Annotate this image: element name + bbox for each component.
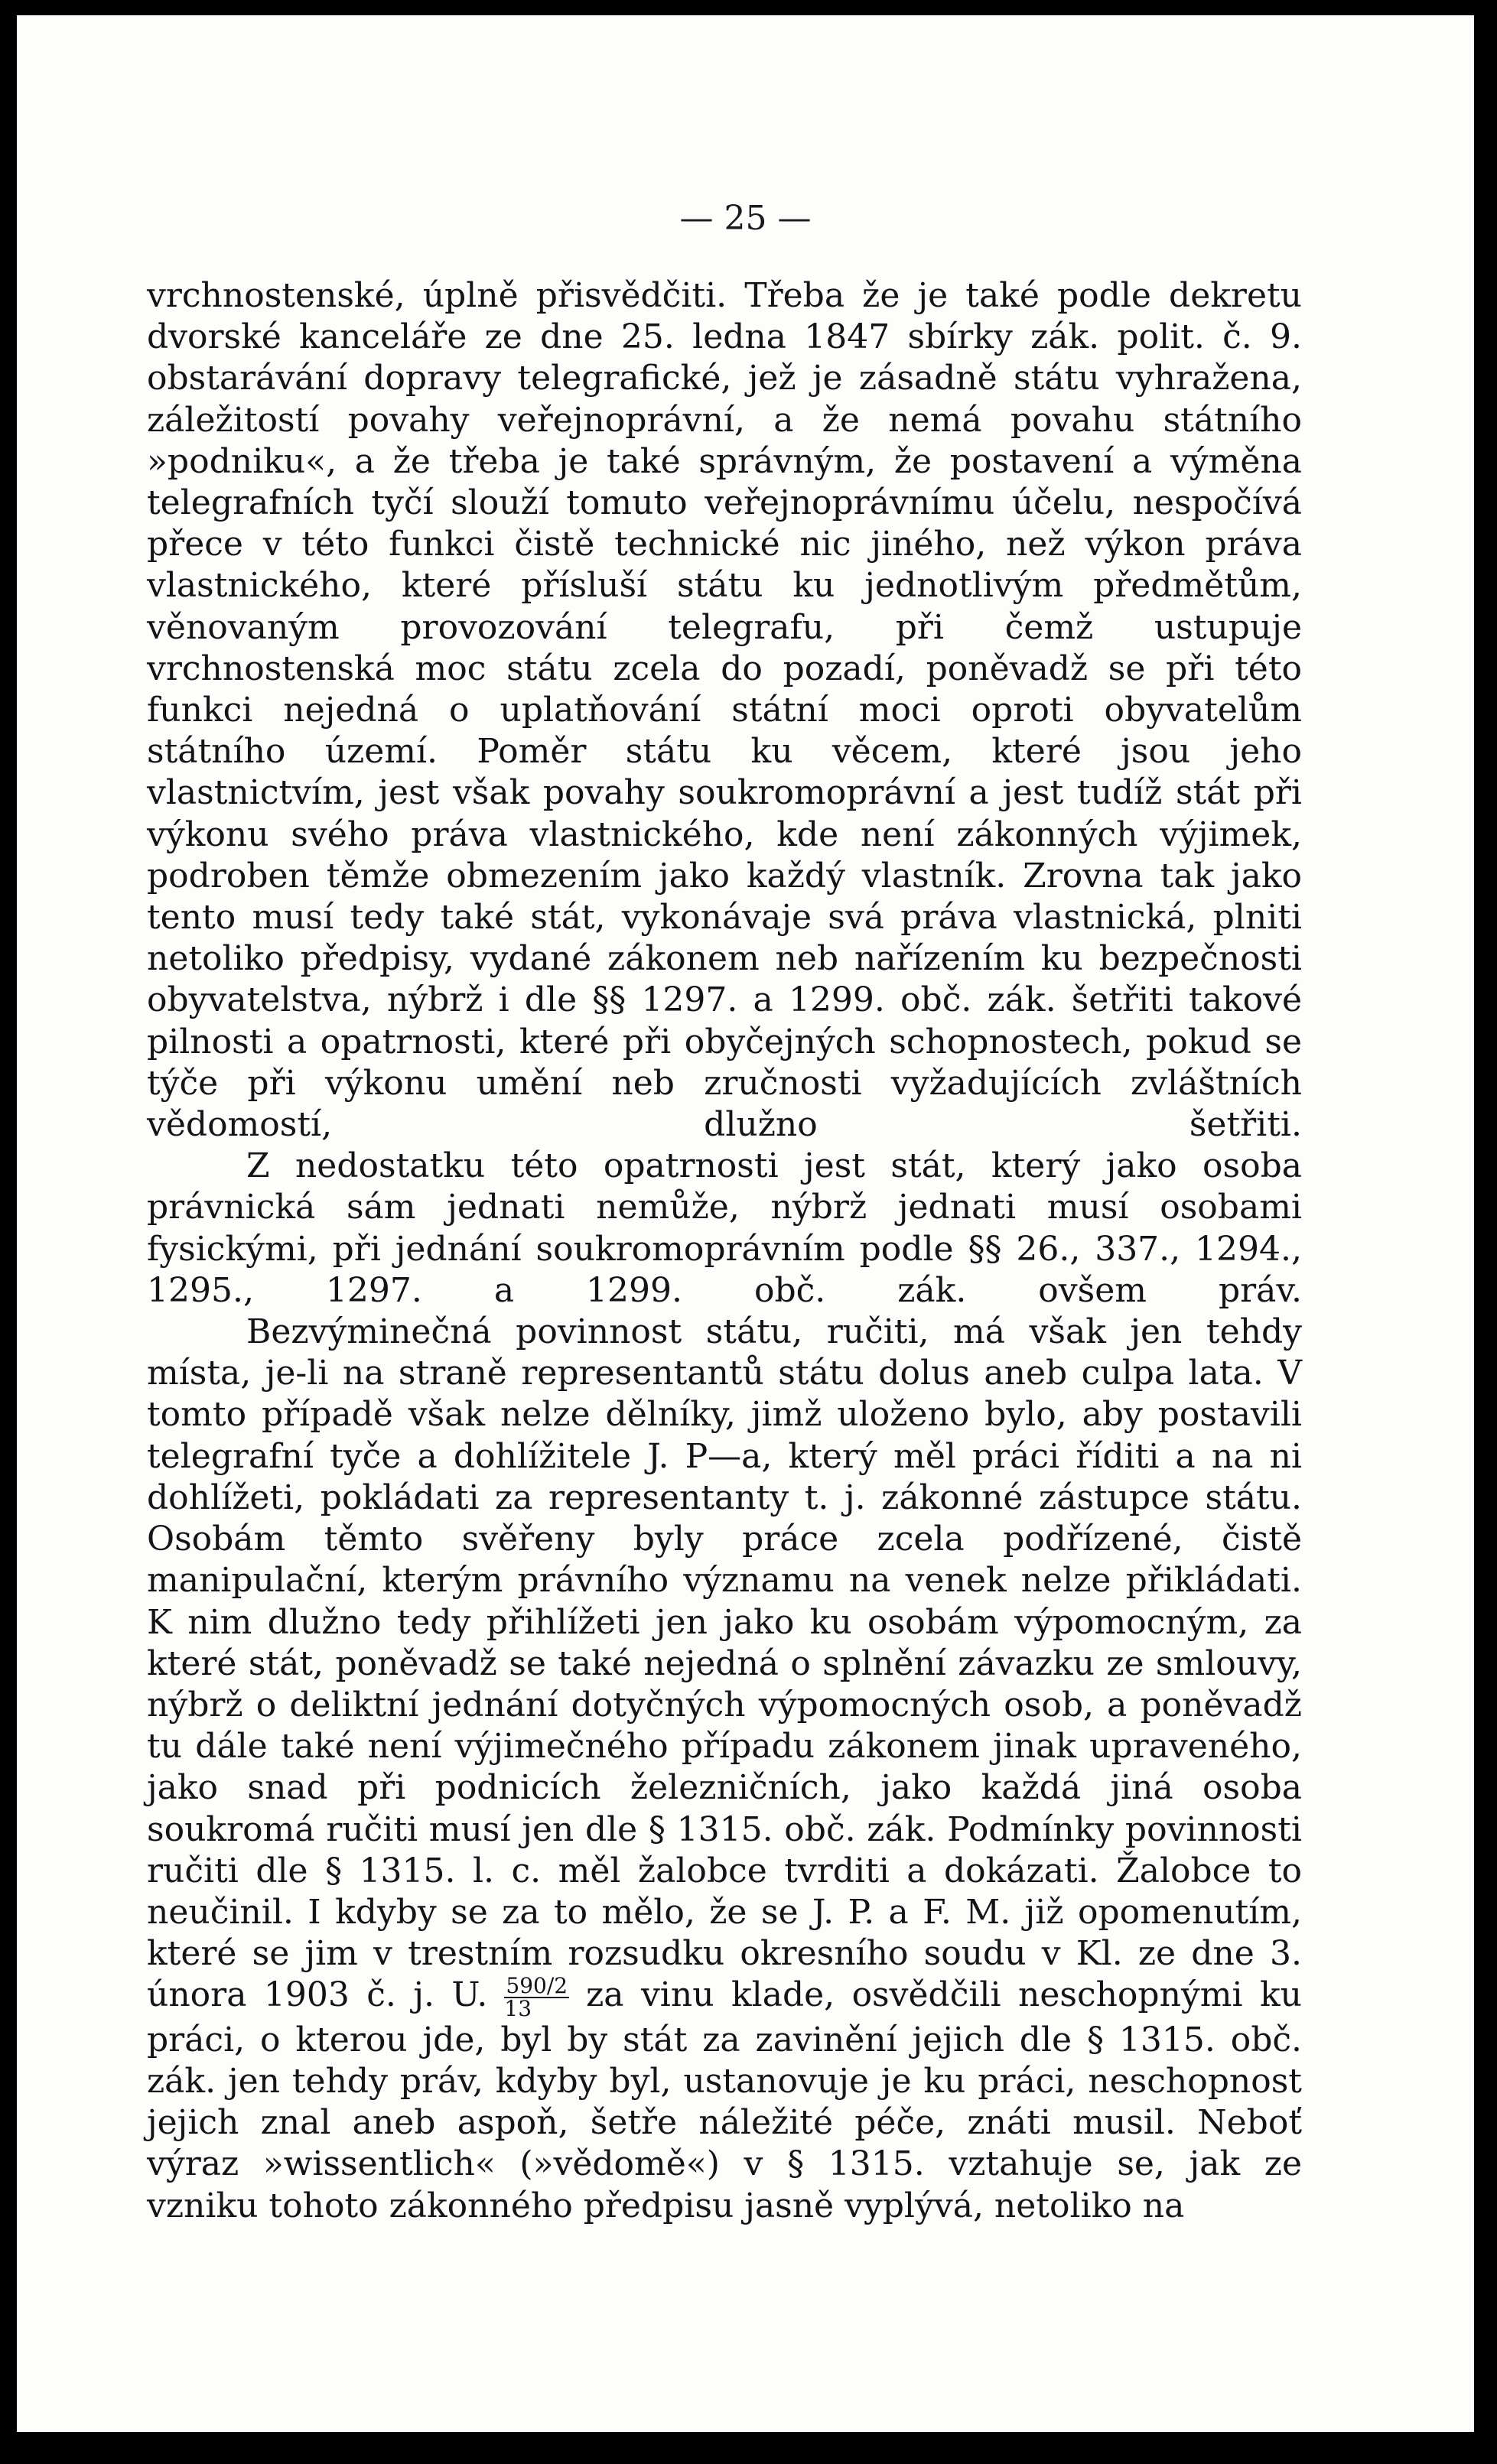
fraction-numerator: 590/2 xyxy=(506,1972,568,1998)
body-text xyxy=(147,275,1302,2227)
document-page xyxy=(17,15,1474,2432)
case-number-fraction xyxy=(504,1972,569,2021)
page-number: — 25 — xyxy=(679,199,812,238)
paragraph-3-continuation: za vinu klade, osvědčili neschopnými ku práci, o kterou jde, byl by stát za zavinění jejich dle § 1315. obč. zák. jen tehdy práv, kdyby byl, ustanovuje je ku práci, neschopnost jejich znal aneb aspoň, šetře náležité péče, znáti musil. Neboť výraz »wissentlich« (»vědomě«) v § 1315. vztahuje se, jak ze vzniku tohoto zákonného předpisu jasně vyplývá, netoliko na xyxy=(147,1975,1302,2225)
paragraph-3 xyxy=(147,1312,1302,2227)
fraction-denominator: 13 xyxy=(504,1995,532,2021)
paragraph-1: vrchnostenské, úplně přisvědčiti. Třeba že je také podle dekretu dvorské kanceláře ze dne 25. ledna 1847 sbírky zák. polit. č. 9. obstarávání dopravy telegrafické, jež je zásadně státu vyhražena, záležitostí povahy veřejnoprávní, a že nemá povahu státního »podniku«, a že třeba je také správným, že postavení a výměna telegrafních tyčí slouží tomuto veřejnoprávnímu účelu, nespočívá přece v této funkci čistě technické nic jiného, než výkon práva vlastnického, které přísluší státu ku jednotlivým předmětům, věnovaným provozování telegrafu, při čemž ustupuje vrchnostenská moc státu zcela do pozadí, poněvadž se při této funkci nejedná o uplatňování státní moci oproti obyvatelům státního území. Poměr státu ku věcem, které jsou jeho vlastnictvím, jest však povahy soukromoprávní a jest tudíž stát při výkonu svého práva vlastnického, kde není zákonných výjimek, podroben těmže obmezením jako každý vlastník. Zrovna tak jako tento musí tedy také stát, vykonávaje svá práva vlastnická, plniti netoliko předpisy, vydané zákonem neb nařízením ku bezpečnosti obyvatelstva, nýbrž i dle §§ 1297. a 1299. obč. zák. šetřiti takové pilnosti a opatrnosti, které při obyčejných schopnostech, pokud se týče při výkonu umění neb zručnosti vyžadujících zvláštních vědomostí, dlužno šetřiti. xyxy=(147,276,1302,1145)
paragraph-3-text: Bezvýminečná povinnost státu, ručiti, má však jen tehdy místa, je-li na straně representantů státu dolus aneb culpa lata. V tomto případě však nelze dělníky, jimž uloženo bylo, aby postavili telegrafní tyče a dohlížitele J. P—a, který měl práci říditi a na ni dohlížeti, pokládati za representanty t. j. zákonné zástupce státu. Osobám těmto svěřeny byly práce zcela podřízené, čistě manipulační, kterým právního významu na venek nelze přikládati. K nim dlužno tedy přihlížeti jen jako ku osobám výpomocným, za které stát, poněvadž se také nejedná o splnění závazku ze smlouvy, nýbrž o deliktní jednání dotyčných výpomocných osob, a poněvadž tu dále také není výjimečného případu zákonem jinak upraveného, jako snad při podnicích železničních, jako každá jiná osoba soukromá ručiti musí jen dle § 1315. obč. zák. Podmínky povinnosti ručiti dle § 1315. l. c. měl žalobce tvrditi a dokázati. Žalobce to neučinil. I kdyby se za to mělo, že se J. P. a F. M. již opomenutím, které se jim v trestním rozsudku okresního soudu v Kl. ze dne 3. února 1903 č. j. U. xyxy=(147,1312,1302,2015)
paragraph-2: Z nedostatku této opatrnosti jest stát, který jako osoba právnická sám jednati nemůže, nýbrž jednati musí osobami fysickými, při jednání soukromoprávním podle §§ 26., 337., 1294., 1295., 1297. a 1299. obč. zák. ovšem práv. xyxy=(147,1146,1302,1310)
